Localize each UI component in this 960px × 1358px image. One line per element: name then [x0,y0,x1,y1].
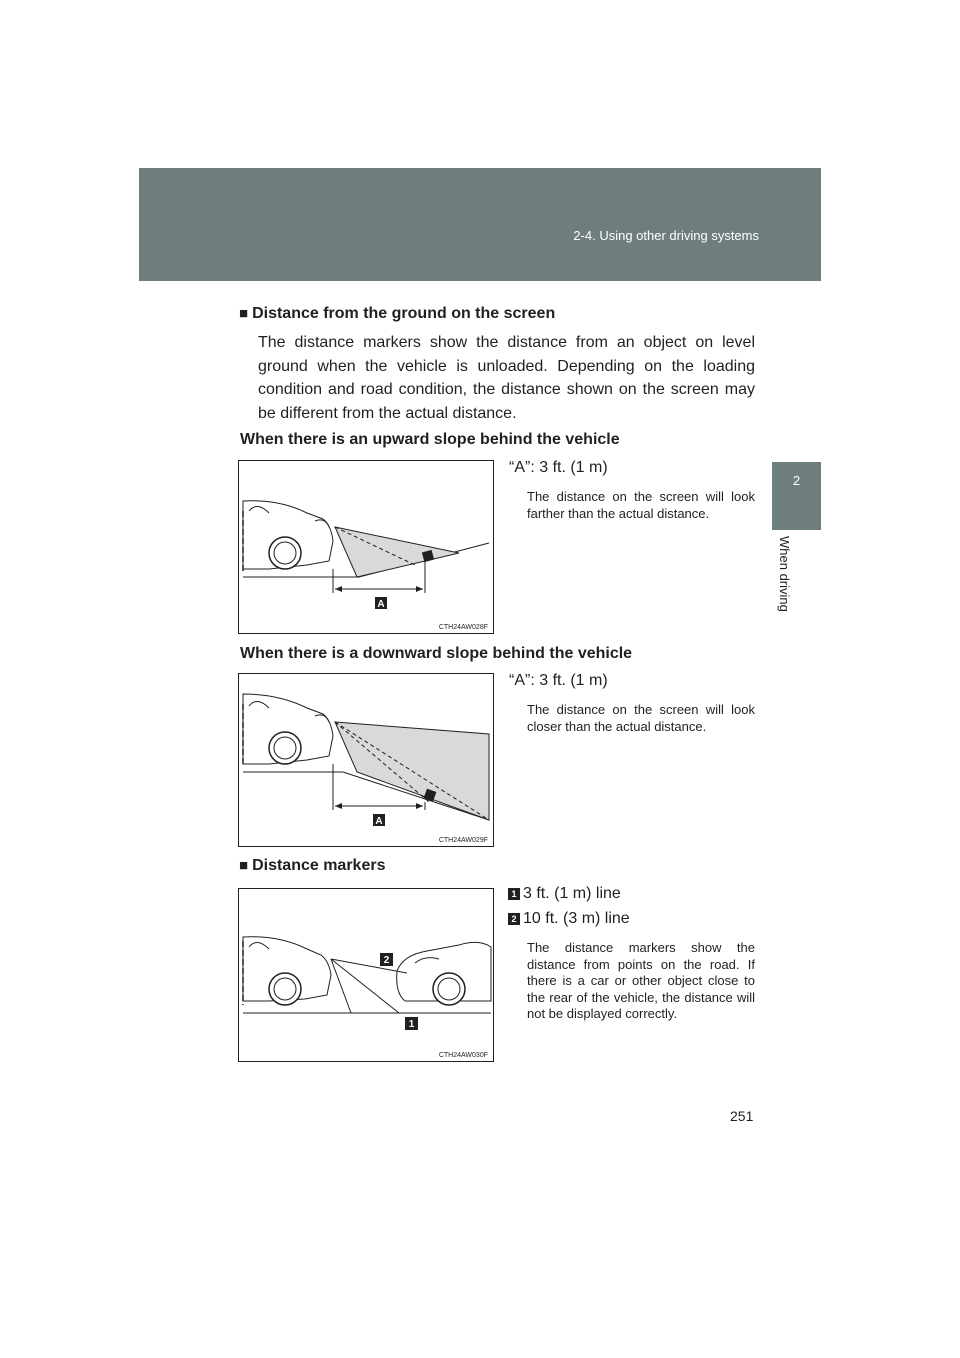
marker-item-text: 10 ft. (3 m) line [523,910,630,927]
section-body: The distance markers show the distance from an object on level ground when the vehicle is unloaded. Depending on the loading condition and road condition, the distance shown on the screen may be different from the actual distance. [258,334,755,422]
upward-slope-diagram [239,461,494,634]
downward-note-sub: The distance on the screen will look closer than the actual distance. [527,702,755,734]
section-heading-text: Distance from the ground on the screen [252,305,556,322]
downward-slope-figure [238,673,494,847]
upward-slope-figure [238,460,494,634]
page-number: 251 [730,1108,754,1124]
number-badge: 1 [508,888,520,900]
marker-item-text: 3 ft. (1 m) line [523,885,621,902]
marker-label-1: 1 [408,1019,415,1030]
section-title: 2-4. Using other driving systems [573,228,759,243]
chapter-title: When driving [777,536,792,612]
figure-code: CTH24AW028F [438,624,488,631]
distance-markers-figure [238,888,494,1062]
figure-code: CTH24AW030F [438,1052,488,1059]
downward-heading: When there is a downward slope behind the vehicle [240,645,633,662]
section-heading-ground [239,305,555,323]
marker-item-1 [508,885,621,903]
dimension-label-a: A [375,816,383,827]
square-bullet-icon: ■ [239,305,249,322]
number-badge: 2 [508,913,520,925]
upward-note-main: “A”: 3 ft. (1 m) [509,459,608,476]
section-heading-markers [239,857,385,875]
downward-slope-diagram [239,674,494,847]
downward-note-main: “A”: 3 ft. (1 m) [509,672,608,689]
markers-note-sub: The distance markers show the distance from points on the road. If there is a car or other object close to the rear of the vehicle, the distance will not be displayed correctly. [527,940,755,1021]
marker-label-2: 2 [383,955,390,966]
upward-note-sub: The distance on the screen will look farther than the actual distance. [527,489,755,521]
section-heading-text: Distance markers [252,857,386,874]
figure-code: CTH24AW029F [438,837,488,844]
header-band [139,168,821,281]
distance-markers-diagram [239,889,494,1062]
upward-heading: When there is an upward slope behind the vehicle [240,431,620,448]
chapter-tab [772,462,821,530]
square-bullet-icon: ■ [239,857,249,874]
marker-item-2 [508,910,630,928]
dimension-label-a: A [377,599,385,610]
chapter-number: 2 [792,473,801,488]
